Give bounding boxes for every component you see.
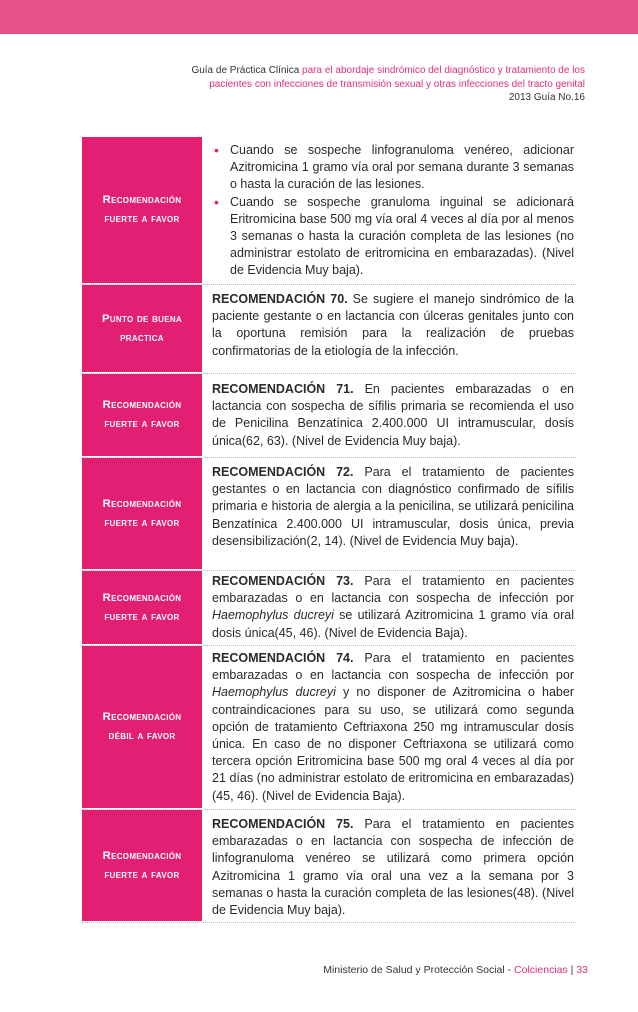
species-name: Haemophylus ducreyi <box>212 685 336 700</box>
row-content <box>202 810 576 922</box>
row-label <box>82 458 202 570</box>
row-label <box>82 137 202 284</box>
header-guide-title: Guía de Práctica Clínica <box>191 65 303 76</box>
label-strength: fuerte a favor <box>104 516 180 529</box>
row-label <box>82 374 202 457</box>
recommendation-title: RECOMENDACIÓN 71. <box>212 382 354 396</box>
page-footer <box>323 964 588 976</box>
bullet-list <box>212 142 574 280</box>
header-guide-number: 2013 Guía No.16 <box>508 92 585 103</box>
recommendation-title: RECOMENDACIÓN 72. <box>212 465 354 479</box>
recommendations-table <box>82 137 576 923</box>
footer-partner: Colciencias <box>514 964 568 976</box>
row-content <box>202 374 576 457</box>
row-label <box>82 810 202 922</box>
row-content <box>202 458 576 570</box>
label-strength: fuerte a favor <box>104 213 180 225</box>
label-type: Recomendación <box>102 399 182 411</box>
table-row <box>82 137 576 285</box>
row-content <box>202 571 576 645</box>
row-content <box>202 137 576 284</box>
footer-org: Ministerio de Salud y Protección Social - <box>323 964 515 976</box>
table-row <box>82 571 576 646</box>
recommendation-text: Para el tratamiento en pacientes embarazadas o en lactancia con sospecha de infección por <box>212 651 574 683</box>
list-item: • Cuando se sospeche linfogranuloma venéreo, adicionar Azitromicina 1 gramo vía oral por semana durante 3 semanas o hasta la curación de las lesiones. <box>230 142 574 194</box>
page-header <box>125 64 585 105</box>
recommendation-text: En pacientes embarazadas o en lactancia con sospecha de sífilis primaria se recomienda el uso de Penicilina Benzatínica 2.400.000 UI intramuscular, dosis única(62, 63). (Nivel de Evidencia Muy baja). <box>212 382 574 448</box>
recommendation-text: se utilizará Azitromicina 1 gramo vía oral dosis única(45, 46). (Nivel de Evidencia Baja). <box>212 608 574 640</box>
label-type: Recomendación <box>102 711 182 723</box>
row-content <box>202 646 576 809</box>
label-strength: fuerte a favor <box>104 610 180 623</box>
header-line-1 <box>125 64 585 78</box>
recommendation-text: Se sugiere el manejo sindrómico de la paciente gestante o en lactancia con úlceras genitales junto con la oportuna remisión para la realización de pruebas confirmatorias de la etiología de la infección. <box>212 292 574 358</box>
label-strength: débil a favor <box>108 730 176 742</box>
species-name: Haemophylus ducreyi <box>212 608 334 623</box>
row-label <box>82 646 202 809</box>
table-row <box>82 285 576 374</box>
label-type: Recomendación <box>102 591 182 604</box>
recommendation-title: RECOMENDACIÓN 73. <box>212 574 354 588</box>
table-row <box>82 810 576 923</box>
top-color-bar <box>0 0 638 34</box>
header-line-2: pacientes con infecciones de transmisión sexual y otras infecciones del tracto genital <box>209 78 585 90</box>
recommendation-title: RECOMENDACIÓN 74. <box>212 651 354 665</box>
label-strength: fuerte a favor <box>104 868 180 881</box>
recommendation-text: Para el tratamiento en pacientes embarazadas o en lactancia con sospecha de infección por <box>212 574 574 606</box>
recommendation-text: Para el tratamiento de pacientes gestantes o en lactancia con diagnóstico confirmado de sífilis primaria e historia de alergia a la penicilina, se utilizará penicilina Benzatínica 2.400.000 UI intramuscular, dosis única, previa desensibilización(2, 14). (Nivel de Evidencia Muy baja). <box>212 465 574 548</box>
label-type: Recomendación <box>102 194 182 206</box>
row-content <box>202 285 576 373</box>
recommendation-title: RECOMENDACIÓN 75. <box>212 817 354 831</box>
label-type: Punto de buena <box>101 312 183 325</box>
recommendation-text: Para el tratamiento en pacientes embarazadas o en lactancia con sospecha de infección de linfogranuloma venéreo se utilizará como primera opción Azitromicina 1 gramo vía oral una vez a la semana por 3 semanas o hasta la curación completa de las lesiones(48). (Nivel de Evidencia Muy baja). <box>212 817 574 918</box>
table-row <box>82 646 576 810</box>
list-item: • Cuando se sospeche granuloma inguinal se adicionará Eritromicina base 500 mg vía oral 4 veces al día por al menos 3 semanas o hasta la curación completa de las lesiones (no administrar estolato de eritromicina en embarazadas). (Nivel de Evidencia Muy baja). <box>230 194 574 280</box>
header-guide-subtitle: para el abordaje sindrómico del diagnóstico y tratamiento de los <box>302 65 585 76</box>
page-number: 33 <box>576 964 588 976</box>
table-row <box>82 458 576 571</box>
footer-separator: | <box>567 964 577 976</box>
label-type: Recomendación <box>102 849 182 862</box>
label-strength: fuerte a favor <box>104 418 180 430</box>
row-label <box>82 285 202 373</box>
recommendation-text: y no disponer de Azitromicina o haber contraindicaciones para su uso, se utilizará como segunda opción de tratamiento Ceftriaxona 250 mg intramuscular dosis única. En caso de no disponer Ceftriaxona se utilizará como tercera opción Eritromicina base 500 mg oral 4 veces al día por 21 días (no administrar estolato de eritromicina en embarazadas) (45, 46). (Nivel de Evidencia Baja). <box>212 685 574 803</box>
row-label <box>82 571 202 645</box>
recommendation-title: RECOMENDACIÓN 70. <box>212 292 348 306</box>
table-row <box>82 374 576 458</box>
label-strength: practica <box>120 331 164 344</box>
label-type: Recomendación <box>102 497 182 510</box>
